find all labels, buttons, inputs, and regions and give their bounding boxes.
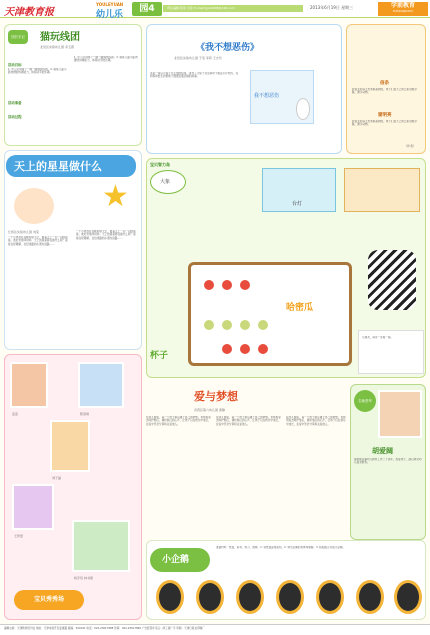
label-process: 活动过程 — [8, 115, 22, 119]
coin-dot — [222, 320, 232, 330]
poem-body-2: 我说太阳每天出来都是新的，孩子们说天上的云彩会跑会跳，像小动物。 — [352, 120, 417, 127]
stars-title: 天上的星星做什么 — [14, 160, 102, 173]
lamp-label: 台灯 — [292, 201, 303, 207]
article-badge: 园长手记 — [8, 30, 28, 44]
photo-3 — [50, 420, 90, 472]
teacher-badge: 名师荟萃 — [354, 390, 376, 412]
love-dream-body-3: 在幼儿园里，每一个孩子都有属于自己的梦想。老师用爱去呵护他们，倾听他们的心声，让孩子们在快乐中成长，在爱中学会分享和关爱他人。 — [286, 416, 346, 426]
coin-dot — [258, 320, 268, 330]
penguin-body: 准备材料：纸盘、彩笔、剪刀、胶棒。1. 将纸盘涂成黑色。2. 剪出企鹅的身体和翅膀。3. 粘贴组合完成小企鹅。 — [216, 546, 346, 549]
photo-5 — [72, 520, 130, 572]
poem-body-1: 我说太阳每天出来都是新的，孩子们说天上的云彩会跑会跳，像小动物。 — [352, 88, 417, 95]
book-article-title: 《我不想恶伤》 — [196, 43, 260, 53]
photo-1 — [10, 362, 48, 408]
poem-signature: （作者） — [404, 144, 417, 148]
door-card — [344, 168, 420, 212]
article-body-col2: 1. 学习运用两个一圈一圈缠绕线团。2. 锻炼儿童小肌肉群的协调能力，体验动手的乐趣。 — [74, 56, 138, 63]
article-title: 猫玩线团 — [40, 32, 80, 43]
photo-caption-2: 陈思琪 — [80, 412, 90, 416]
section-cn: 学前教育 — [390, 2, 415, 9]
page-number: 园4 — [132, 2, 162, 16]
penguin-title: 小企鹅 — [162, 555, 190, 565]
poem-title-1: 信条 — [380, 81, 389, 86]
stars-body: 一个小男孩在夜晚仰望天空，数着天上一闪一闪的星星。他好奇地问妈妈：天上的星星都在做什么呢？星星在眨眼睛，在给迷路的小朋友指路…… — [8, 236, 68, 246]
answer-word: 哈密瓜 — [286, 303, 314, 313]
penguin-step — [316, 580, 344, 614]
penguin-step — [236, 580, 264, 614]
brand-en: YOULEYUAN — [96, 2, 124, 7]
penguin-step — [394, 580, 422, 614]
love-dream-author: 河西区第六幼儿园 黄静 — [194, 408, 225, 412]
bunny-illustration — [296, 98, 310, 120]
teacher-body: 胡老师从事幼儿教育工作二十余年，热爱孩子，潜心研究幼儿美术教育。 — [354, 458, 422, 465]
editor-line: 责任编辑 陈思 全彤 E-mail:tjjyb2008@126.com — [163, 5, 303, 12]
brand-title: 幼儿乐 — [96, 10, 124, 20]
issue-date: 2013年6月19日 星期三 — [310, 5, 354, 10]
penguin-step — [356, 580, 384, 614]
masthead: 天津教育报 — [4, 7, 54, 18]
section-label — [378, 2, 428, 16]
star-icon: ★ — [102, 179, 129, 214]
answer-word-2: 杯子 — [150, 351, 169, 361]
coin-dot — [222, 344, 232, 354]
penguin-step — [276, 580, 304, 614]
poem-title-2: 窗明亮 — [378, 113, 392, 118]
photo-2 — [78, 362, 124, 408]
stars-author: 红桥区实验幼儿园 刘莹 — [8, 230, 39, 234]
answer-board — [188, 262, 352, 366]
photo-caption-4: 王梓萱 — [14, 534, 24, 538]
child-illustration — [14, 188, 54, 224]
stars-body-col2: 一个小男孩在夜晚仰望天空，数着天上一闪一闪的星星。他好奇地问妈妈：天上的星星都在做什么呢？星星在眨眼睛，在给迷路的小朋友指路…… — [76, 230, 136, 240]
photo-caption-3: 刘子涵 — [52, 476, 62, 480]
coin-dot — [222, 280, 232, 290]
elephant-label: 大象 — [160, 179, 171, 185]
article-author: 北辰区实验幼儿园 李玉霞 — [40, 45, 74, 49]
coin-dot — [240, 320, 250, 330]
photo-caption-5: 杨宇辰 林书豪 — [74, 576, 93, 580]
coin-dot — [240, 280, 250, 290]
penguin-step — [156, 580, 184, 614]
teacher-photo — [378, 390, 422, 438]
zebra-illustration — [368, 250, 416, 310]
puzzle-note: 小朋友，请连一连看一看。 — [362, 336, 394, 339]
book-article-body: 这是一本以小兔子为主角的绘本，讲述了小兔子在生病时不愿意打针吃药，在妈妈和医生的帮助下慢慢克服恐惧的故事。 — [150, 72, 239, 79]
penguin-step — [196, 580, 224, 614]
love-dream-body-1: 在幼儿园里，每一个孩子都有属于自己的梦想。老师用爱去呵护他们，倾听他们的心声，让孩子们在快乐中成长，在爱中学会分享和关爱他人。 — [146, 416, 211, 426]
puzzle-badge: 宝贝智力岛 — [150, 162, 170, 167]
coin-dot — [204, 280, 214, 290]
coin-dot — [258, 344, 268, 354]
coin-dot — [204, 320, 214, 330]
label-prep: 活动准备 — [8, 101, 22, 105]
coin-dot — [240, 344, 250, 354]
photo-show-badge: 宝贝秀秀场 — [14, 590, 84, 610]
book-article-author: 北辰区实验幼儿园 于莹 李莉 王志玲 — [174, 56, 222, 60]
section-en: XUEQIANJIAOYU — [392, 10, 414, 13]
love-dream-title: 爱与梦想 — [194, 390, 238, 403]
love-dream-body-2: 在幼儿园里，每一个孩子都有属于自己的梦想。老师用爱去呵护他们，倾听他们的心声，让孩子们在快乐中成长，在爱中学会分享和关爱他人。 — [216, 416, 281, 426]
photo-4 — [12, 484, 54, 530]
article-body: 1. 学习运用两个一圈一圈缠绕线团。2. 锻炼儿童小肌肉群的协调能力，体验动手的乐趣。 — [8, 68, 67, 75]
teacher-name: 胡爱阔 — [372, 447, 393, 455]
label-goal: 活动目标 — [8, 63, 22, 67]
photo-caption-1: 苗苗 — [12, 412, 19, 416]
book-cover-title: 我不想恶伤 — [254, 93, 280, 99]
page-footer: 编辑出版：天津教育报刊社 地址：天津市南开区复康路 邮编：300191 电话：022-23617888 传真：022-23617896 广告经营许可证：津工商广字 印刷：天津日报社印刷厂 — [0, 624, 430, 635]
